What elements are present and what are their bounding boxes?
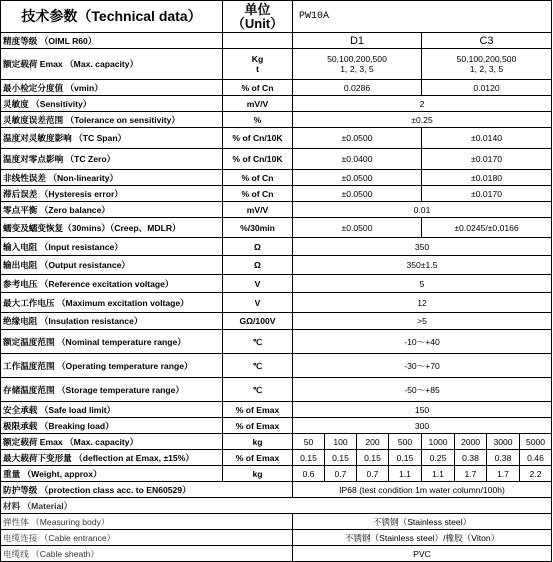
unit-ref-volt: V	[223, 275, 293, 293]
row-in-res	[1, 238, 552, 256]
row-body	[1, 514, 552, 530]
unit-vmin: % of Cn	[223, 80, 293, 96]
header-model: PW10A	[293, 1, 552, 33]
deflection-cell: 0.15	[325, 450, 357, 466]
value-in-res: 350	[293, 238, 552, 256]
row-tol-sens	[1, 112, 552, 128]
deflection-cell: 0.38	[455, 450, 487, 466]
nonlin-c3: ±0.0180	[422, 170, 552, 186]
header-unit-en: （Unit）	[231, 15, 284, 31]
value-ref-volt: 5	[293, 275, 552, 293]
row-hyst	[1, 186, 552, 202]
header-unit-cn: 单位	[244, 1, 271, 17]
weight-cell: 0.6	[293, 466, 325, 482]
row-cable-entrance	[1, 530, 552, 546]
label-zero-bal: 零点平衡 （Zero balance）	[1, 202, 223, 218]
value-max-volt: 12	[293, 293, 552, 313]
hyst-d1: ±0.0500	[293, 186, 422, 202]
label-insul: 绝缘电阻 （Insulation resistance）	[1, 313, 223, 330]
label-hyst: 滞后误差 （Hysteresis error）	[1, 186, 223, 202]
row-break-load	[1, 418, 552, 434]
emax-d1-kg: 50,100,200,500	[327, 54, 387, 64]
unit-break-load: % of Emax	[223, 418, 293, 434]
label-ref-volt: 参考电压 （Reference excitation voltage）	[1, 275, 223, 293]
emax-c3	[422, 49, 552, 80]
label-nonlin: 非线性误差 （Non-linearity）	[1, 170, 223, 186]
unit-nom-temp: ℃	[223, 330, 293, 354]
capacity-cell: 50	[293, 434, 325, 450]
row-cable-sheath	[1, 546, 552, 562]
label-vmin: 最小检定分度值 （vmin）	[1, 80, 223, 96]
header-title-cell	[1, 1, 223, 33]
unit-emax-t: t	[256, 64, 259, 74]
label-protection: 防护等级 （protection class acc. to EN60529）	[1, 482, 293, 498]
creep-c3: ±0.0245/±0.0166	[422, 218, 552, 238]
row-zero-bal	[1, 202, 552, 218]
class-c3: C3	[422, 33, 552, 49]
label-op-temp: 工作温度范围 （Operating temperature range）	[1, 354, 223, 378]
unit-out-res: Ω	[223, 256, 293, 275]
capacity-cell: 200	[357, 434, 389, 450]
label-in-res: 输入电阻 （Input resistance）	[1, 238, 223, 256]
row-deflection	[1, 450, 552, 466]
unit-weight: kg	[223, 466, 293, 482]
unit-zero-bal: mV/V	[223, 202, 293, 218]
class-d1: D1	[293, 33, 422, 49]
tc-span-d1: ±0.0500	[293, 128, 422, 149]
row-protection	[1, 482, 552, 498]
capacity-cell: 2000	[455, 434, 487, 450]
unit-accuracy	[223, 33, 293, 49]
label-body: 弹性体 （Measuring body）	[1, 514, 293, 530]
weight-cell: 1.7	[487, 466, 520, 482]
value-nom-temp: -10～+40	[293, 330, 552, 354]
label-material: 材料 （Material）	[1, 498, 552, 514]
label-accuracy: 精度等级 （OIML R60）	[1, 33, 223, 49]
value-st-temp: -50～+85	[293, 378, 552, 402]
row-nom-temp	[1, 330, 552, 354]
emax-c3-kg: 50,100,200,500	[456, 54, 517, 64]
label-emax: 额定载荷 Emax （Max. capacity）	[1, 49, 223, 80]
row-emax	[1, 49, 552, 80]
emax-d1	[293, 49, 422, 80]
emax-c3-t: 1, 2, 3, 5	[469, 64, 504, 74]
unit-capacity: kg	[223, 434, 293, 450]
deflection-cell: 0.38	[487, 450, 520, 466]
label-tc-span: 温度对灵敏度影响 （TC Span）	[1, 128, 223, 149]
value-cable-entrance: 不锈钢（Stainless steel）/橡胶（Viton）	[293, 530, 552, 546]
weight-cell: 0.7	[357, 466, 389, 482]
hyst-c3: ±0.0170	[422, 186, 552, 202]
label-capacity: 额定载荷 Emax （Max. capacity）	[1, 434, 223, 450]
label-out-res: 输出电阻 （Output resistance）	[1, 256, 223, 275]
unit-sensitivity: mV/V	[223, 96, 293, 112]
value-insul: >5	[293, 313, 552, 330]
capacity-cell: 5000	[520, 434, 552, 450]
value-tol-sens: ±0.25	[293, 112, 552, 128]
label-safe-load: 安全承载 （Safe load limit）	[1, 402, 223, 418]
unit-tc-span: % of Cn/10K	[223, 128, 293, 149]
row-tc-span	[1, 128, 552, 149]
label-sensitivity: 灵敏度 （Sensitivity）	[1, 96, 223, 112]
header-row	[1, 1, 552, 33]
row-insul	[1, 313, 552, 330]
row-op-temp	[1, 354, 552, 378]
label-max-volt: 最大工作电压 （Maximum excitation voltage）	[1, 293, 223, 313]
deflection-cell: 0.15	[293, 450, 325, 466]
deflection-cell: 0.15	[357, 450, 389, 466]
value-out-res: 350±1.5	[293, 256, 552, 275]
deflection-cell: 0.15	[389, 450, 422, 466]
row-out-res	[1, 256, 552, 275]
row-weight	[1, 466, 552, 482]
unit-emax-kg: Kg	[251, 54, 264, 64]
label-st-temp: 存储温度范围 （Storage temperature range）	[1, 378, 223, 402]
unit-nonlin: % of Cn	[223, 170, 293, 186]
label-break-load: 极限承载 （Breaking load）	[1, 418, 223, 434]
label-weight: 重量 （Weight, approx）	[1, 466, 223, 482]
weight-cell: 1.7	[455, 466, 487, 482]
label-cable-sheath: 电缆线 （Cable sheath）	[1, 546, 293, 562]
row-capacity	[1, 434, 552, 450]
header-title-cn: 技术参数	[21, 7, 78, 24]
row-material	[1, 498, 552, 514]
label-creep: 蠕变及蠕变恢复（30mins）（Creep、MDLR）	[1, 218, 223, 238]
unit-in-res: Ω	[223, 238, 293, 256]
row-sensitivity	[1, 96, 552, 112]
deflection-cell: 0.25	[422, 450, 455, 466]
unit-st-temp: ℃	[223, 378, 293, 402]
row-tc-zero	[1, 149, 552, 170]
value-sensitivity: 2	[293, 96, 552, 112]
unit-tol-sens: %	[223, 112, 293, 128]
unit-tc-zero: % of Cn/10K	[223, 149, 293, 170]
unit-op-temp: ℃	[223, 354, 293, 378]
weight-cell: 2.2	[520, 466, 552, 482]
weight-cell: 0.7	[325, 466, 357, 482]
unit-max-volt: V	[223, 293, 293, 313]
unit-deflection: % of Emax	[223, 450, 293, 466]
value-protection: IP68 (test condition 1m water column/100h)	[293, 482, 552, 498]
header-unit-cell	[223, 1, 293, 33]
row-st-temp	[1, 378, 552, 402]
row-accuracy	[1, 33, 552, 49]
value-op-temp: -30～+70	[293, 354, 552, 378]
label-nom-temp: 额定温度范围 （Nominal temperature range）	[1, 330, 223, 354]
vmin-c3: 0.0120	[422, 80, 552, 96]
label-tc-zero: 温度对零点影响 （TC Zero）	[1, 149, 223, 170]
row-nonlin	[1, 170, 552, 186]
tc-zero-c3: ±0.0170	[422, 149, 552, 170]
unit-emax	[223, 49, 293, 80]
capacity-cell: 1000	[422, 434, 455, 450]
capacity-cell: 3000	[487, 434, 520, 450]
row-vmin	[1, 80, 552, 96]
header-title-en: （Technical data）	[77, 7, 202, 24]
unit-safe-load: % of Emax	[223, 402, 293, 418]
capacity-cell: 100	[325, 434, 357, 450]
emax-d1-t: 1, 2, 3, 5	[340, 64, 374, 74]
nonlin-d1: ±0.0500	[293, 170, 422, 186]
value-cable-sheath: PVC	[293, 546, 552, 562]
label-deflection: 最大载荷下变形量 （deflection at Emax, ±15%）	[1, 450, 223, 466]
value-safe-load: 150	[293, 402, 552, 418]
unit-insul: GΩ/100V	[223, 313, 293, 330]
row-ref-volt	[1, 275, 552, 293]
tc-span-c3: ±0.0140	[422, 128, 552, 149]
value-body: 不锈钢（Stainless steel）	[293, 514, 552, 530]
unit-creep: %/30min	[223, 218, 293, 238]
weight-cell: 1.1	[422, 466, 455, 482]
row-safe-load	[1, 402, 552, 418]
deflection-cell: 0.46	[520, 450, 552, 466]
value-zero-bal: 0.01	[293, 202, 552, 218]
unit-hyst: % of Cn	[223, 186, 293, 202]
weight-cell: 1.1	[389, 466, 422, 482]
row-max-volt	[1, 293, 552, 313]
creep-d1: ±0.0500	[293, 218, 422, 238]
capacity-cell: 500	[389, 434, 422, 450]
tc-zero-d1: ±0.0400	[293, 149, 422, 170]
label-tol-sens: 灵敏度误差范围 （Tolerance on sensitivity）	[1, 112, 223, 128]
vmin-d1: 0.0286	[293, 80, 422, 96]
row-creep	[1, 218, 552, 238]
value-break-load: 300	[293, 418, 552, 434]
label-cable-entrance: 电缆连接 （Cable entrance）	[1, 530, 293, 546]
